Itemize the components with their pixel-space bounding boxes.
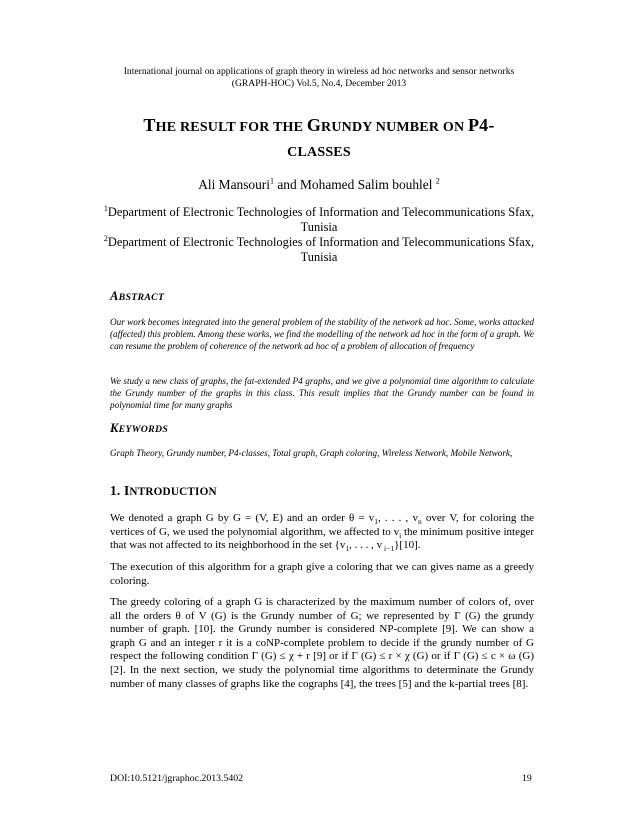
- author-1-sup: 1: [270, 176, 274, 186]
- paper-title-line1: [90, 113, 548, 140]
- title-lead-t: T: [143, 115, 156, 135]
- intro-paragraph-1: [110, 512, 534, 553]
- intro-p1-d: the minimum positive integer that was not affected to its neighborhood in the set {v: [110, 525, 535, 552]
- intro-p1-c: over V, for coloring the vertices of G, we used the polynomial algorithm, we affected to v: [110, 512, 535, 538]
- footer-doi: DOI:10.5121/jgraphoc.2013.5402: [110, 773, 244, 784]
- intro-p1-f: }[10].: [394, 539, 421, 552]
- abstract-paragraph-2: We study a new class of graphs, the fat-extended P4 graphs, and we give a polynomial time algorithm to calculate the Grundy number of the graphs in this class. This result implies that the Grundy number can be found in polynomial time for many graphs: [110, 376, 534, 410]
- intro-heading-lead: I: [124, 483, 130, 498]
- journal-header-line1: International journal on applications of graph theory in wireless ad hoc networks and sensor networks: [123, 66, 515, 77]
- intro-paragraph-3: The greedy coloring of a graph G is characterized by the maximum number of colors of, over all the orders θ of V (G) is the Grundy number of G; we represented by Γ (G) the grundy number of graph. [10]. the Grundy number is considered NP-complete [9]. We can show a graph G and an integer r it is a coNP-complete problem to decide if the grundy number of G respect the following condition Γ (G) ≤ χ + r [9] or if Γ (G) ≤ r × χ (G) or if Γ (G) ≤ c × ω (G) [2]. In the next section, we study the polynomial time algorithms to determinate the Grundy number of many classes of graphs like the cographs [4], the trees [5] and the k-partial trees [8].: [110, 596, 534, 690]
- title-rest-2: RUNDY NUMBER ON: [321, 120, 468, 135]
- affiliations: [90, 205, 548, 265]
- author-conj: and Mohamed Salim bouhlel: [274, 177, 436, 192]
- intro-p1-a: We denoted a graph G by G = (V, E) and an order θ = v: [110, 512, 375, 524]
- keywords-text: Graph Theory, Grundy number, P4-classes, Total graph, Graph coloring, Wireless Network, Mobile Network,: [110, 448, 513, 458]
- keywords-heading-rest: EYWORDS: [118, 424, 169, 435]
- abstract-heading-rest: BSTRACT: [118, 292, 165, 303]
- title-p4: P4-: [467, 115, 495, 135]
- intro-p1-sub-1: 1: [374, 517, 378, 527]
- introduction-heading: [110, 483, 217, 499]
- title-rest-1: HE RESULT FOR THE: [155, 120, 307, 135]
- intro-heading-num: 1.: [110, 483, 124, 498]
- journal-header-line2: (GRAPH-HOC) Vol.5, No.4, December 2013: [231, 78, 407, 89]
- intro-p1-sub-i: i: [399, 530, 402, 540]
- paper-title: [90, 113, 548, 165]
- footer-page-number: 19: [522, 773, 532, 784]
- affiliation-2-country: Tunisia: [300, 250, 338, 264]
- intro-p1-b: , . . . , v: [377, 512, 418, 524]
- keywords-heading: [110, 421, 168, 436]
- paper-title-line2: CLASSES: [287, 145, 351, 160]
- intro-p1-sub-n: n: [417, 517, 422, 527]
- affiliation-2-text: Department of Electronic Technologies of Information and Telecommunications Sfax,: [107, 235, 535, 249]
- affiliation-1: [90, 205, 548, 220]
- authors: [60, 176, 578, 193]
- intro-p1-sub-1b: 1: [345, 544, 350, 554]
- intro-p1-sub-im1: i−1: [382, 544, 395, 554]
- journal-header: [60, 66, 578, 90]
- title-lead-g: G: [306, 115, 322, 135]
- abstract-heading: [110, 289, 164, 304]
- affiliation-1-country: Tunisia: [300, 220, 338, 234]
- author-2-sup: 2: [435, 176, 440, 186]
- intro-p1-e: , . . . , v: [349, 539, 383, 552]
- affiliation-2: [90, 235, 548, 250]
- intro-heading-rest: NTRODUCTION: [129, 486, 217, 498]
- intro-paragraph-2: The execution of this algorithm for a graph give a coloring that we can gives name as a greedy coloring.: [110, 561, 534, 587]
- keywords-heading-lead: K: [110, 421, 119, 435]
- affiliation-1-sup: 1: [103, 203, 108, 213]
- affiliation-1-text: Department of Electronic Technologies of Information and Telecommunications Sfax,: [107, 205, 535, 219]
- abstract-heading-lead: A: [110, 289, 119, 303]
- abstract-paragraph-1: Our work becomes integrated into the general problem of the stability of the network ad hoc. Some, works attacked (affected) this problem. Among these works, we find the modelling of the network ad hoc in the form of a graph. We can resume the problem of coherence of the network ad hoc of a problem of allocation of frequency: [110, 317, 534, 351]
- author-1: Ali Mansouri: [198, 177, 270, 192]
- affiliation-2-sup: 2: [103, 233, 108, 243]
